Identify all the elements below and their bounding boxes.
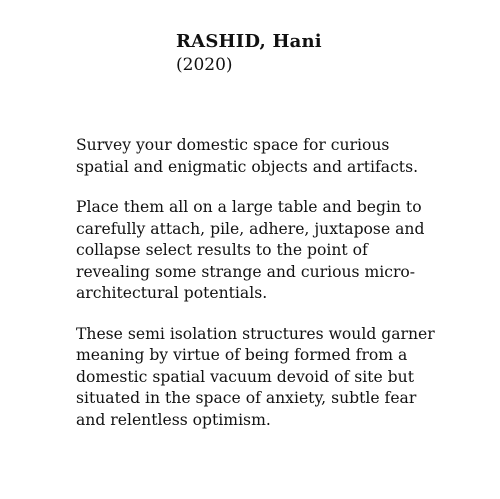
text-line: These semi isolation structures would garner <box>76 324 435 343</box>
text-line: architectural potentials. <box>76 284 268 302</box>
paragraph-2 <box>76 197 476 305</box>
text-line: meaning by virtue of being formed from a <box>76 346 408 364</box>
paragraph-1 <box>76 135 476 178</box>
text-line: carefully attach, pile, adhere, juxtapose and <box>76 219 425 238</box>
text-line: spatial and enigmatic objects and artifacts. <box>76 157 419 176</box>
text-line: and relentless optimism. <box>76 410 271 429</box>
publication-year: (2020) <box>176 55 233 75</box>
document-body <box>76 135 476 450</box>
text-line: Place them all on a large table and begin to <box>76 198 422 216</box>
text-line: Survey your domestic space for curious <box>76 136 390 154</box>
text-line: situated in the space of anxiety, subtle fear <box>76 389 417 407</box>
author-name: RASHID, Hani <box>176 31 322 52</box>
text-line: revealing some strange and curious micro- <box>76 262 416 281</box>
text-line: collapse select results to the point of <box>76 241 368 259</box>
text-line: domestic spatial vacuum devoid of site but <box>76 367 414 386</box>
paragraph-3 <box>76 324 476 432</box>
document-header <box>176 30 322 76</box>
